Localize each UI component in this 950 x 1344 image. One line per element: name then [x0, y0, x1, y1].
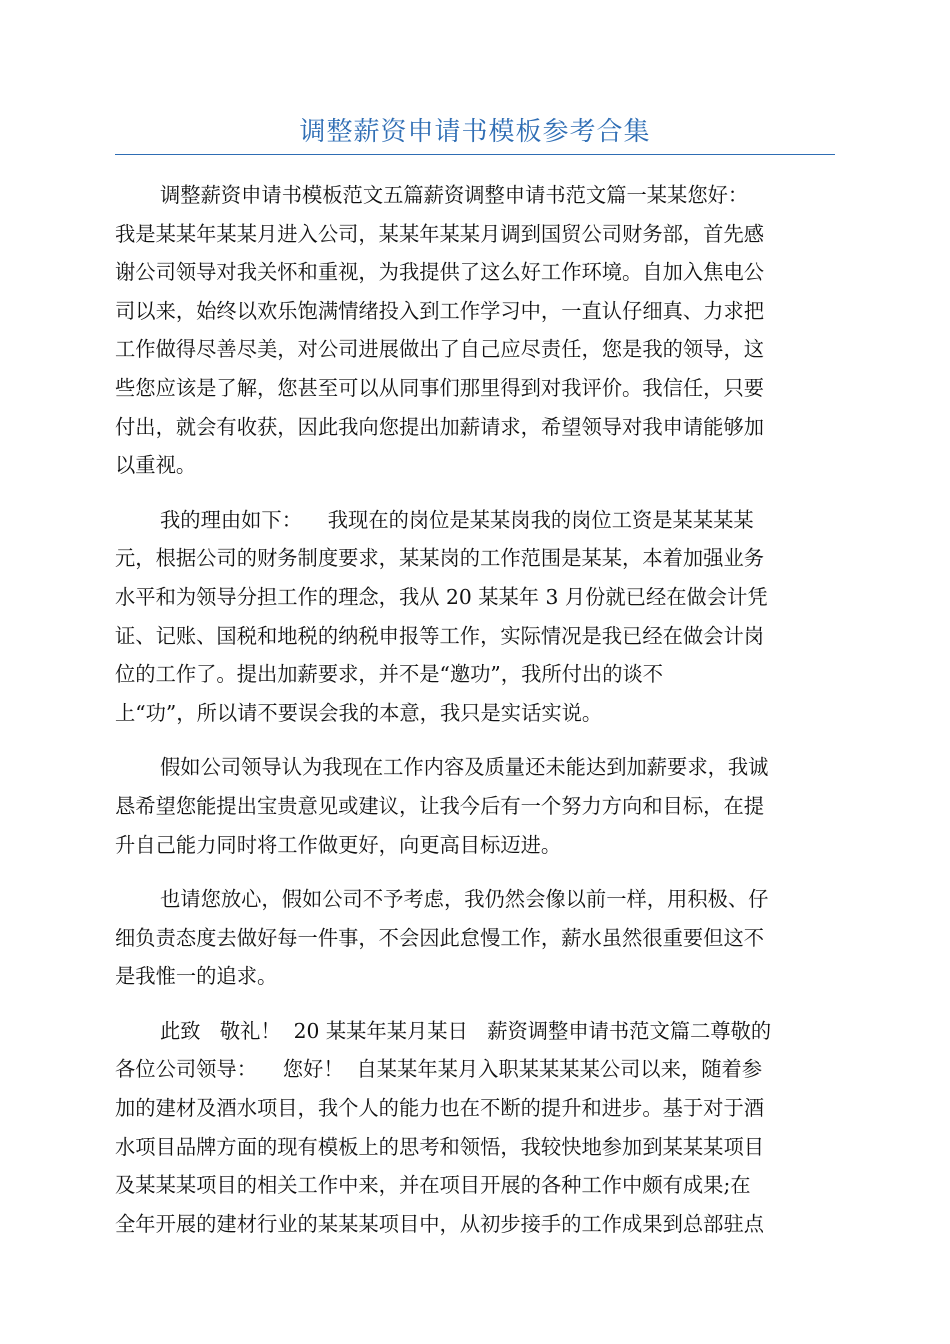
text-line: 我的理由如下： 我现在的岗位是某某岗我的岗位工资是某某某某	[160, 507, 754, 532]
text-line: 上“功”，所以请不要误会我的本意，我只是实话实说。	[115, 700, 603, 725]
paragraph-1	[115, 176, 835, 485]
text-line: 各位公司领导： 您好！ 自某某年某月入职某某某某公司以来，随着参	[115, 1057, 763, 1082]
text-line: 谢公司领导对我关怀和重视，为我提供了这么好工作环境。自加入焦电公	[115, 260, 765, 285]
text-line: 位的工作了。提出加薪要求，并不是“邀功”，我所付出的谈不	[115, 662, 664, 687]
paragraph-4	[115, 880, 835, 996]
paragraph-3	[115, 748, 835, 864]
text-line: 细负责态度去做好每一件事，不会因此怠慢工作，薪水虽然很重要但这不	[115, 925, 765, 950]
text-line: 此致 敬礼！ 20 某某年某月某日 薪资调整申请书范文篇二尊敬的	[160, 1018, 772, 1043]
text-line: 恳希望您能提出宝贵意见或建议，让我今后有一个努力方向和目标，在提	[115, 793, 765, 818]
text-line: 司以来，始终以欢乐饱满情绪投入到工作学习中，一直认仔细真、力求把	[115, 298, 765, 323]
text-line: 调整薪资申请书模板范文五篇薪资调整申请书范文篇一某某您好：	[160, 183, 749, 207]
text-line: 升自己能力同时将工作做更好，向更高目标迈进。	[115, 832, 562, 857]
text-line: 水平和为领导分担工作的理念，我从 20 某某年 3 月份就已经在做会计凭	[115, 584, 768, 609]
text-line: 假如公司领导认为我现在工作内容及质量还未能达到加薪要求，我诚	[160, 755, 769, 780]
text-line: 些您应该是了解，您甚至可以从同事们那里得到对我评价。我信任，只要	[115, 375, 765, 400]
text-line: 工作做得尽善尽美，对公司进展做出了自己应尽责任，您是我的领导，这	[115, 337, 765, 362]
title-underline	[115, 154, 835, 155]
text-line: 全年开展的建材行业的某某某项目中，从初步接手的工作成果到总部驻点	[115, 1211, 765, 1236]
text-line: 及某某某项目的相关工作中来，并在项目开展的各种工作中颇有成果;在	[115, 1173, 751, 1198]
text-line: 水项目品牌方面的现有模板上的思考和领悟，我较快地参加到某某某项目	[115, 1134, 765, 1159]
paragraph-2	[115, 501, 835, 733]
text-line: 元，根据公司的财务制度要求，某某岗的工作范围是某某，本着加强业务	[115, 546, 765, 571]
text-line: 是我惟一的追求。	[115, 964, 278, 989]
text-line: 加的建材及酒水项目，我个人的能力也在不断的提升和进步。基于对于酒	[115, 1096, 765, 1121]
document-body	[115, 176, 835, 1259]
text-line: 我是某某年某某月进入公司，某某年某某月调到国贸公司财务部，首先感	[115, 221, 765, 246]
text-line: 以重视。	[115, 453, 197, 478]
text-line: 付出，就会有收获，因此我向您提出加薪请求，希望领导对我申请能够加	[115, 414, 765, 439]
text-line: 证、记账、国税和地税的纳税申报等工作，实际情况是我已经在做会计岗	[115, 623, 765, 648]
text-line: 也请您放心，假如公司不予考虑，我仍然会像以前一样，用积极、仔	[160, 887, 769, 912]
document-title: 调整薪资申请书模板参考合集	[299, 117, 651, 147]
paragraph-5	[115, 1012, 835, 1244]
